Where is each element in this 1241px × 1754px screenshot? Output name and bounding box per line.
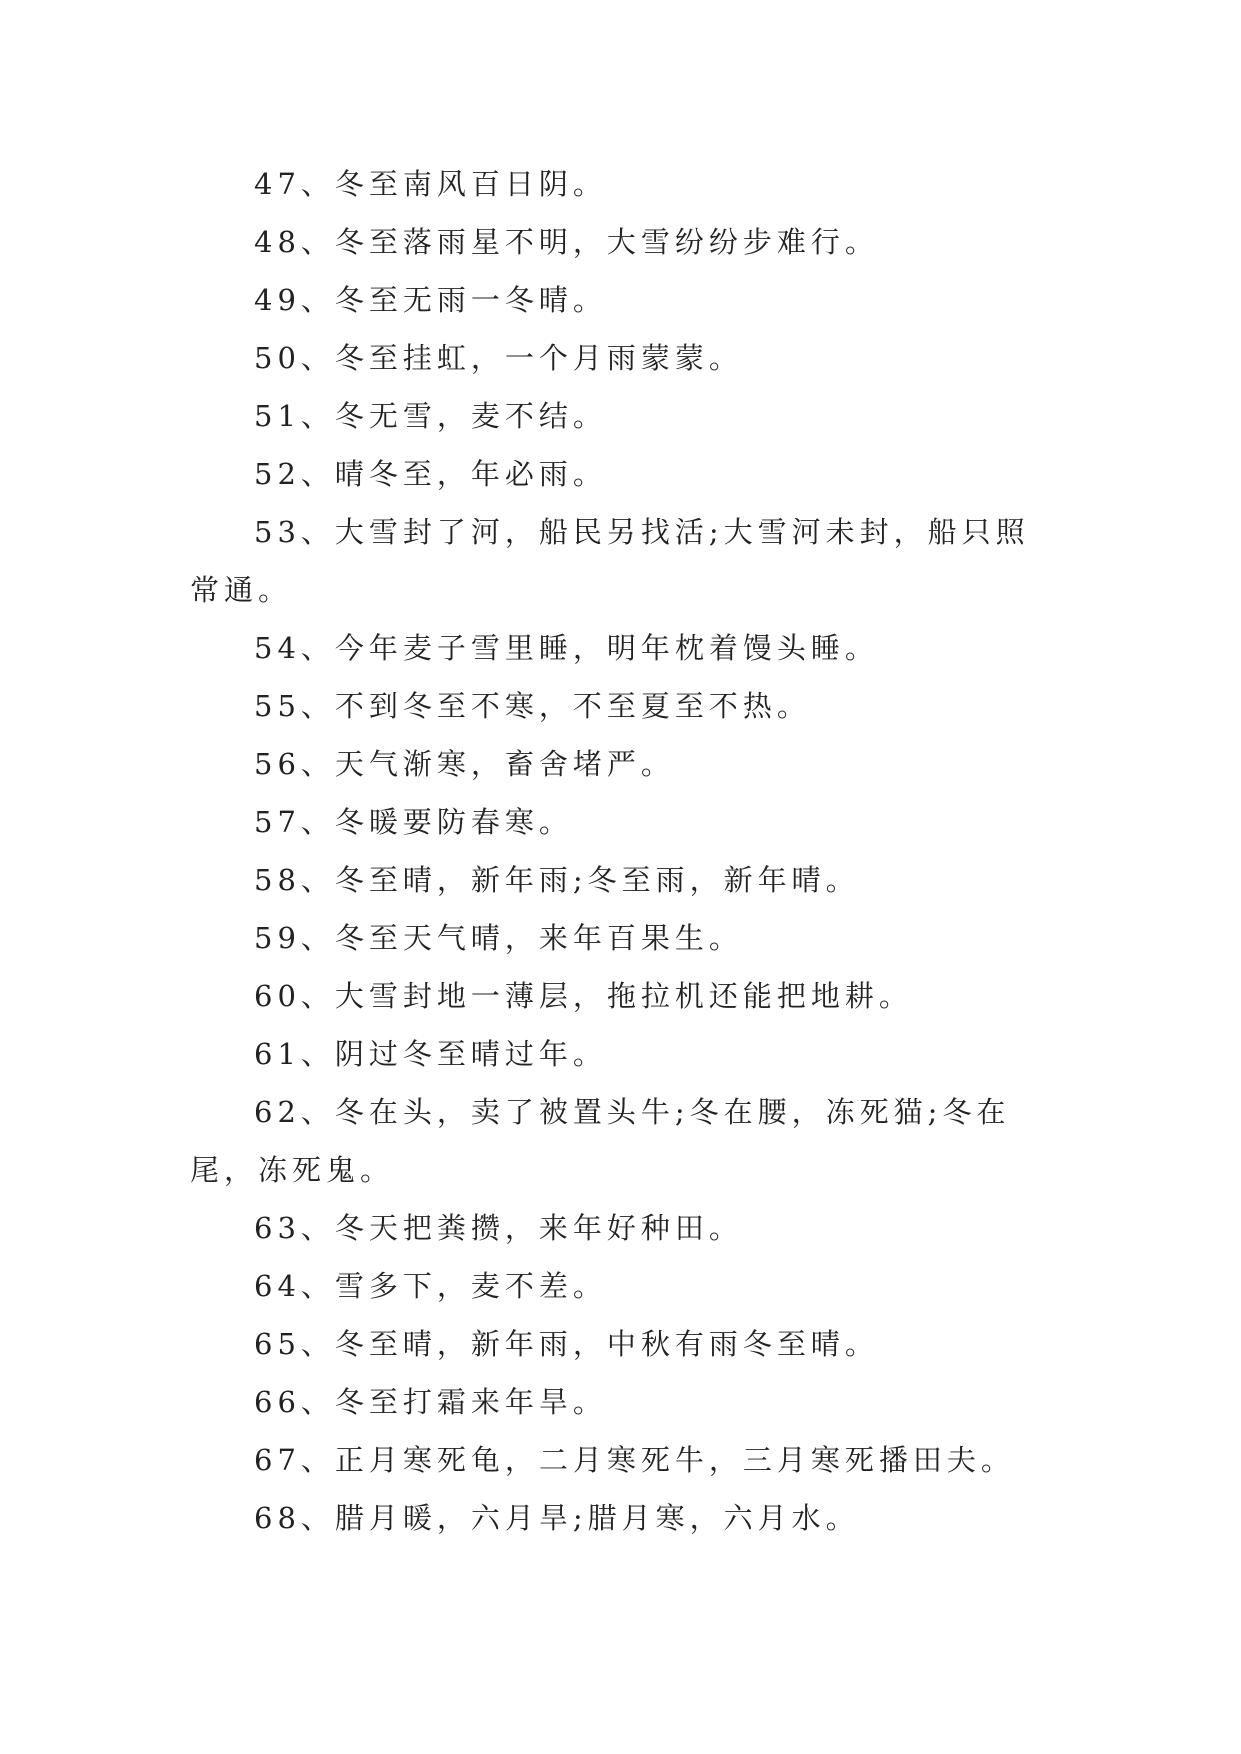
list-item: 65、冬至晴，新年雨，中秋有雨冬至晴。 — [254, 1327, 879, 1361]
list-item: 62、冬在头，卖了被置头牛;冬在腰，冻死猫;冬在尾，冻死鬼。 — [190, 1095, 1011, 1187]
list-item: 61、阴过冬至晴过年。 — [254, 1037, 607, 1071]
list-item: 47、冬至南风百日阴。 — [254, 167, 607, 201]
list-item: 58、冬至晴，新年雨;冬至雨，新年晴。 — [254, 863, 860, 897]
list-item: 52、晴冬至，年必雨。 — [254, 457, 607, 491]
list-item: 56、天气渐寒，畜舍堵严。 — [254, 747, 675, 781]
list-item: 66、冬至打霜来年旱。 — [254, 1385, 607, 1419]
list-item: 53、大雪封了河，船民另找活;大雪河未封，船只照常通。 — [190, 515, 1030, 607]
list-item: 63、冬天把粪攒，来年好种田。 — [254, 1211, 743, 1245]
list-item: 54、今年麦子雪里睡，明年枕着馒头睡。 — [254, 631, 879, 665]
proverb-list — [190, 155, 1050, 1547]
list-item: 59、冬至天气晴，来年百果生。 — [254, 921, 743, 955]
list-item: 60、大雪封地一薄层，拖拉机还能把地耕。 — [254, 979, 913, 1013]
list-item: 57、冬暖要防春寒。 — [254, 805, 573, 839]
list-item: 68、腊月暖，六月旱;腊月寒，六月水。 — [254, 1501, 860, 1535]
list-item: 64、雪多下，麦不差。 — [254, 1269, 607, 1303]
list-item: 51、冬无雪，麦不结。 — [254, 399, 607, 433]
list-item: 67、正月寒死龟，二月寒死牛，三月寒死播田夫。 — [254, 1443, 1015, 1477]
list-item: 48、冬至落雨星不明，大雪纷纷步难行。 — [254, 225, 879, 259]
list-item: 55、不到冬至不寒，不至夏至不热。 — [254, 689, 811, 723]
list-item: 50、冬至挂虹，一个月雨蒙蒙。 — [254, 341, 743, 375]
list-item: 49、冬至无雨一冬晴。 — [254, 283, 607, 317]
